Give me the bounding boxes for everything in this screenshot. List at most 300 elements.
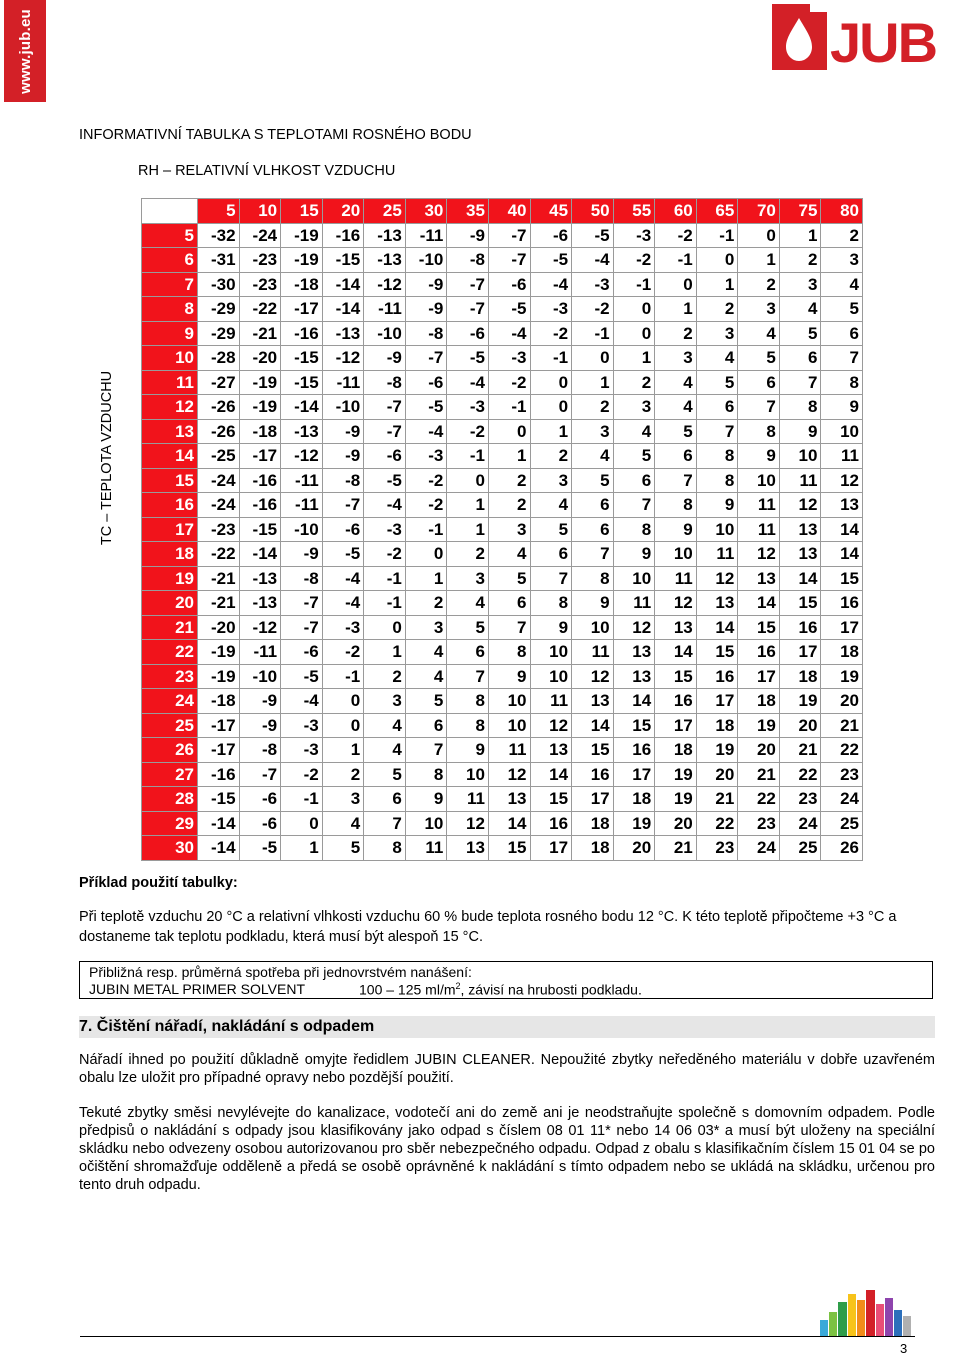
dew-point-cell: -13 xyxy=(364,223,406,248)
dew-point-cell: -15 xyxy=(239,517,281,542)
rh-header-cell: 10 xyxy=(239,199,281,224)
dew-point-cell: 9 xyxy=(488,664,530,689)
dew-point-cell: -10 xyxy=(364,321,406,346)
dew-point-cell: -24 xyxy=(198,468,240,493)
dew-point-cell: -14 xyxy=(198,836,240,861)
dew-point-cell: -7 xyxy=(364,419,406,444)
dew-point-cell: -1 xyxy=(655,248,697,273)
dew-point-cell: -9 xyxy=(322,419,364,444)
tc-header-cell: 5 xyxy=(142,223,198,248)
dew-point-cell: -18 xyxy=(239,419,281,444)
tc-header-cell: 19 xyxy=(142,566,198,591)
table-row xyxy=(142,321,863,346)
dew-point-cell: -4 xyxy=(322,566,364,591)
dew-point-cell: 8 xyxy=(530,591,572,616)
dew-point-cell: 10 xyxy=(655,542,697,567)
dew-point-cell: 16 xyxy=(738,640,780,665)
dew-point-cell: -4 xyxy=(322,591,364,616)
dew-point-cell: 8 xyxy=(364,836,406,861)
dew-point-cell: -24 xyxy=(198,493,240,518)
dew-point-cell: -2 xyxy=(405,493,447,518)
dew-point-cell: 5 xyxy=(322,836,364,861)
dew-point-cell: -3 xyxy=(447,395,489,420)
dew-point-cell: 4 xyxy=(364,738,406,763)
tc-header-cell: 26 xyxy=(142,738,198,763)
rh-header-cell: 20 xyxy=(322,199,364,224)
dew-point-cell: 4 xyxy=(322,811,364,836)
dew-point-cell: -5 xyxy=(572,223,614,248)
dew-point-cell: 1 xyxy=(364,640,406,665)
dew-point-cell: 5 xyxy=(738,346,780,371)
tc-header-cell: 23 xyxy=(142,664,198,689)
dew-point-cell: -5 xyxy=(322,542,364,567)
dew-point-cell: 14 xyxy=(613,689,655,714)
dew-point-cell: 10 xyxy=(447,762,489,787)
table-row xyxy=(142,787,863,812)
dew-point-cell: 17 xyxy=(655,713,697,738)
dew-point-cell: -10 xyxy=(239,664,281,689)
dew-point-cell: 3 xyxy=(613,395,655,420)
dew-point-cell: 7 xyxy=(364,811,406,836)
dew-point-cell: -17 xyxy=(281,297,323,322)
dew-point-cell: 9 xyxy=(447,738,489,763)
tc-header-cell: 8 xyxy=(142,297,198,322)
table-row xyxy=(142,664,863,689)
dew-point-cell: 15 xyxy=(572,738,614,763)
dew-point-cell: -6 xyxy=(281,640,323,665)
dew-point-cell: -4 xyxy=(447,370,489,395)
tc-header-cell: 16 xyxy=(142,493,198,518)
dew-point-cell: -7 xyxy=(322,493,364,518)
dew-point-cell: 13 xyxy=(779,542,821,567)
dew-point-cell: 3 xyxy=(738,297,780,322)
dew-point-cell: 0 xyxy=(696,248,738,273)
dew-point-cell: 9 xyxy=(530,615,572,640)
dew-point-cell: 10 xyxy=(530,664,572,689)
dew-point-cell: 0 xyxy=(281,811,323,836)
dew-point-cell: 0 xyxy=(530,395,572,420)
dew-point-cell: 13 xyxy=(779,517,821,542)
dew-point-cell: -12 xyxy=(364,272,406,297)
dew-point-cell: 6 xyxy=(738,370,780,395)
dew-point-cell: -7 xyxy=(281,591,323,616)
dew-point-cell: 19 xyxy=(738,713,780,738)
dew-point-cell: -9 xyxy=(447,223,489,248)
dew-point-cell: -20 xyxy=(239,346,281,371)
dew-point-cell: -1 xyxy=(530,346,572,371)
dew-point-cell: 6 xyxy=(572,517,614,542)
tc-header-cell: 28 xyxy=(142,787,198,812)
dew-point-cell: 18 xyxy=(779,664,821,689)
dew-point-cell: 5 xyxy=(447,615,489,640)
document-title: INFORMATIVNÍ TABULKA S TEPLOTAMI ROSNÉHO BODU xyxy=(79,127,472,143)
dew-point-cell: -1 xyxy=(364,566,406,591)
table-row xyxy=(142,370,863,395)
dew-point-cell: -27 xyxy=(198,370,240,395)
dew-point-cell: 5 xyxy=(779,321,821,346)
jub-logo xyxy=(772,4,937,74)
dew-point-cell: -16 xyxy=(322,223,364,248)
dew-point-cell: -4 xyxy=(572,248,614,273)
dew-point-cell: 18 xyxy=(821,640,863,665)
dew-point-cell: -11 xyxy=(281,468,323,493)
dew-point-cell: 12 xyxy=(488,762,530,787)
dew-point-cell: 2 xyxy=(821,223,863,248)
dew-point-cell: 3 xyxy=(821,248,863,273)
dew-point-cell: 9 xyxy=(779,419,821,444)
dew-point-cell: -3 xyxy=(488,346,530,371)
dew-point-cell: 17 xyxy=(530,836,572,861)
dew-point-cell: -13 xyxy=(322,321,364,346)
tc-header-cell: 14 xyxy=(142,444,198,469)
dew-point-cell: 19 xyxy=(613,811,655,836)
consumption-value-suffix: , závisí na hrubosti podkladu. xyxy=(460,981,642,998)
dew-point-cell: 13 xyxy=(447,836,489,861)
tc-header-cell: 29 xyxy=(142,811,198,836)
dew-point-cell: -2 xyxy=(447,419,489,444)
dew-point-cell: 6 xyxy=(488,591,530,616)
dew-point-cell: 17 xyxy=(696,689,738,714)
dew-point-cell: 3 xyxy=(488,517,530,542)
dew-point-cell: 12 xyxy=(447,811,489,836)
dew-point-cell: 1 xyxy=(447,493,489,518)
dew-point-cell: -6 xyxy=(447,321,489,346)
tc-axis-label: TC – TEPLOTA VZDUCHU xyxy=(99,370,115,545)
dew-point-cell: -9 xyxy=(364,346,406,371)
dew-point-cell: -14 xyxy=(322,297,364,322)
dew-point-cell: 14 xyxy=(738,591,780,616)
dew-point-cell: 20 xyxy=(696,762,738,787)
dew-point-cell: 4 xyxy=(530,493,572,518)
dew-point-cell: -5 xyxy=(405,395,447,420)
dew-point-cell: 7 xyxy=(405,738,447,763)
dew-point-cell: 0 xyxy=(447,468,489,493)
dew-point-cell: -23 xyxy=(239,272,281,297)
dew-point-cell: 10 xyxy=(779,444,821,469)
table-row xyxy=(142,615,863,640)
dew-point-cell: 16 xyxy=(572,762,614,787)
dew-point-cell: -20 xyxy=(198,615,240,640)
dew-point-cell: 12 xyxy=(655,591,697,616)
dew-point-cell: 14 xyxy=(572,713,614,738)
rh-header-cell: 70 xyxy=(738,199,780,224)
dew-point-cell: 2 xyxy=(405,591,447,616)
dew-point-cell: 18 xyxy=(572,836,614,861)
example-heading: Příklad použití tabulky: xyxy=(79,875,238,891)
dew-point-table xyxy=(141,198,863,861)
dew-point-cell: 12 xyxy=(530,713,572,738)
rh-header-cell: 25 xyxy=(364,199,406,224)
dew-point-cell: 1 xyxy=(447,517,489,542)
dew-point-cell: 2 xyxy=(488,493,530,518)
dew-point-cell: 11 xyxy=(738,517,780,542)
dew-point-cell: -17 xyxy=(198,738,240,763)
dew-point-cell: -21 xyxy=(239,321,281,346)
dew-point-cell: -23 xyxy=(239,248,281,273)
dew-point-cell: 22 xyxy=(696,811,738,836)
dew-point-cell: 8 xyxy=(488,640,530,665)
dew-point-cell: 7 xyxy=(655,468,697,493)
dew-point-cell: 16 xyxy=(530,811,572,836)
dew-point-cell: 16 xyxy=(821,591,863,616)
table-row xyxy=(142,297,863,322)
tc-header-cell: 9 xyxy=(142,321,198,346)
dew-point-cell: -10 xyxy=(322,395,364,420)
dew-point-cell: 1 xyxy=(779,223,821,248)
dew-point-cell: 4 xyxy=(779,297,821,322)
dew-point-cell: -21 xyxy=(198,591,240,616)
dew-point-cell: -29 xyxy=(198,297,240,322)
dew-point-cell: 26 xyxy=(821,836,863,861)
dew-point-cell: -22 xyxy=(198,542,240,567)
dew-point-cell: -4 xyxy=(530,272,572,297)
dew-point-cell: 1 xyxy=(488,444,530,469)
dew-point-cell: 16 xyxy=(655,689,697,714)
dew-point-cell: -2 xyxy=(655,223,697,248)
dew-point-cell: -17 xyxy=(239,444,281,469)
dew-point-cell: -3 xyxy=(281,713,323,738)
dew-point-cell: 2 xyxy=(530,444,572,469)
dew-point-cell: 10 xyxy=(488,689,530,714)
dew-point-cell: 8 xyxy=(738,419,780,444)
dew-point-cell: -13 xyxy=(239,591,281,616)
dew-point-cell: 2 xyxy=(364,664,406,689)
dew-point-cell: -8 xyxy=(322,468,364,493)
rh-header-cell: 75 xyxy=(779,199,821,224)
dew-point-cell: 24 xyxy=(738,836,780,861)
dew-point-cell: 21 xyxy=(738,762,780,787)
tc-header-cell: 20 xyxy=(142,591,198,616)
dew-point-cell: 11 xyxy=(447,787,489,812)
dew-point-cell: 14 xyxy=(821,542,863,567)
dew-point-cell: -8 xyxy=(364,370,406,395)
dew-point-cell: 4 xyxy=(447,591,489,616)
rh-header-cell: 50 xyxy=(572,199,614,224)
dew-point-cell: 17 xyxy=(738,664,780,689)
table-row xyxy=(142,272,863,297)
dew-point-cell: 12 xyxy=(779,493,821,518)
consumption-label: Přibližná resp. průměrná spotřeba při jednovrstvém nanášení: xyxy=(89,964,472,980)
dew-point-cell: 8 xyxy=(779,395,821,420)
dew-point-cell: 15 xyxy=(488,836,530,861)
dew-point-cell: 15 xyxy=(779,591,821,616)
dew-point-cell: 13 xyxy=(696,591,738,616)
dew-point-cell: 8 xyxy=(447,713,489,738)
dew-point-cell: 17 xyxy=(613,762,655,787)
table-row xyxy=(142,395,863,420)
dew-point-cell: 22 xyxy=(779,762,821,787)
dew-point-cell: 11 xyxy=(488,738,530,763)
dew-point-cell: -16 xyxy=(281,321,323,346)
table-row xyxy=(142,419,863,444)
dew-point-cell: -12 xyxy=(322,346,364,371)
consumption-product: JUBIN METAL PRIMER SOLVENT xyxy=(89,981,305,997)
tc-header-cell: 30 xyxy=(142,836,198,861)
dew-point-cell: -19 xyxy=(239,395,281,420)
dew-point-cell: 13 xyxy=(488,787,530,812)
dew-point-cell: -15 xyxy=(281,370,323,395)
dew-point-cell: -1 xyxy=(405,517,447,542)
dew-point-cell: -3 xyxy=(572,272,614,297)
dew-point-cell: 19 xyxy=(779,689,821,714)
dew-point-cell: -16 xyxy=(239,468,281,493)
dew-point-cell: 0 xyxy=(322,713,364,738)
dew-point-cell: -7 xyxy=(447,272,489,297)
dew-point-cell: 11 xyxy=(655,566,697,591)
dew-point-cell: -2 xyxy=(613,248,655,273)
dew-point-cell: 11 xyxy=(779,468,821,493)
dew-point-cell: 5 xyxy=(821,297,863,322)
rh-axis-label: RH – RELATIVNÍ VLHKOST VZDUCHU xyxy=(138,163,396,179)
dew-point-cell: 18 xyxy=(696,713,738,738)
dew-point-cell: 2 xyxy=(613,370,655,395)
dew-point-cell: -9 xyxy=(281,542,323,567)
dew-point-cell: -1 xyxy=(322,664,364,689)
dew-point-cell: 7 xyxy=(530,566,572,591)
page-number: 3 xyxy=(900,1341,908,1356)
dew-point-cell: 9 xyxy=(738,444,780,469)
dew-point-cell: 4 xyxy=(655,395,697,420)
dew-point-cell: 13 xyxy=(613,664,655,689)
dew-point-cell: 7 xyxy=(821,346,863,371)
dew-point-cell: 5 xyxy=(572,468,614,493)
dew-point-cell: 4 xyxy=(405,640,447,665)
dew-point-cell: 23 xyxy=(779,787,821,812)
dew-point-cell: -3 xyxy=(530,297,572,322)
dew-point-cell: 0 xyxy=(405,542,447,567)
table-row xyxy=(142,542,863,567)
dew-point-cell: 15 xyxy=(821,566,863,591)
dew-point-cell: -10 xyxy=(405,248,447,273)
dew-point-cell: 17 xyxy=(821,615,863,640)
dew-point-cell: 8 xyxy=(696,468,738,493)
dew-point-cell: 16 xyxy=(696,664,738,689)
website-tab xyxy=(4,0,46,102)
table-row xyxy=(142,223,863,248)
dew-point-cell: -26 xyxy=(198,395,240,420)
dew-point-cell: 4 xyxy=(364,713,406,738)
dew-point-cell: 9 xyxy=(572,591,614,616)
rh-header-cell: 35 xyxy=(447,199,489,224)
dew-point-cell: 4 xyxy=(696,346,738,371)
dew-point-cell: 20 xyxy=(655,811,697,836)
rh-header-cell: 65 xyxy=(696,199,738,224)
dew-point-cell: -14 xyxy=(239,542,281,567)
dew-point-cell: 8 xyxy=(696,444,738,469)
dew-point-cell: -14 xyxy=(281,395,323,420)
dew-point-cell: 0 xyxy=(738,223,780,248)
dew-point-cell: -5 xyxy=(364,468,406,493)
dew-point-cell: -8 xyxy=(405,321,447,346)
dew-point-cell: -17 xyxy=(198,713,240,738)
dew-point-cell: 13 xyxy=(530,738,572,763)
dew-point-cell: 12 xyxy=(738,542,780,567)
dew-point-cell: 17 xyxy=(779,640,821,665)
dew-point-cell: -2 xyxy=(488,370,530,395)
dew-point-cell: 3 xyxy=(696,321,738,346)
dew-point-cell: 8 xyxy=(613,517,655,542)
dew-point-cell: 10 xyxy=(613,566,655,591)
dew-point-cell: 18 xyxy=(613,787,655,812)
dew-point-cell: 20 xyxy=(821,689,863,714)
dew-point-cell: -4 xyxy=(364,493,406,518)
dew-point-cell: 6 xyxy=(405,713,447,738)
dew-point-cell: -28 xyxy=(198,346,240,371)
dew-point-cell: 21 xyxy=(821,713,863,738)
dew-point-cell: -16 xyxy=(198,762,240,787)
dew-point-cell: 2 xyxy=(696,297,738,322)
dew-point-cell: 11 xyxy=(821,444,863,469)
rh-header-row xyxy=(142,199,863,224)
dew-point-cell: -1 xyxy=(696,223,738,248)
section-heading-band xyxy=(79,1016,935,1038)
dew-point-cell: 7 xyxy=(488,615,530,640)
waste-paragraph: Tekuté zbytky směsi nevylévejte do kanalizace, vodotečí ani do země ani je neodstraňujte společně s domovním odpadem. Podle předpisů o nakládání s odpady jsou klasifikovány jako odpad s číslem 08 01 11* nebo 14 06 03* a musí být uloženy na speciální skládku nebo odvezeny osobou autorizovanou pro sběr nebezpečného odpadu. Odpad z obalu s klasifikačním číslem 15 01 04 se po očištění shromažďuje odděleně a předá se osobě oprávněné k nakládání s tímto odpadem nebo se ukládá na skládku, určenou pro tento druh odpadu. xyxy=(79,1105,935,1193)
table-row xyxy=(142,566,863,591)
dew-point-cell: -3 xyxy=(364,517,406,542)
dew-point-cell: 8 xyxy=(447,689,489,714)
tc-header-cell: 17 xyxy=(142,517,198,542)
table-row xyxy=(142,346,863,371)
dew-point-cell: 1 xyxy=(322,738,364,763)
dew-point-cell: -19 xyxy=(198,664,240,689)
dew-point-cell: 10 xyxy=(405,811,447,836)
dew-point-cell: -9 xyxy=(405,297,447,322)
dew-point-cell: 3 xyxy=(447,566,489,591)
rh-header-cell: 55 xyxy=(613,199,655,224)
logo-text: JUB xyxy=(830,11,937,74)
dew-point-cell: 4 xyxy=(488,542,530,567)
dew-point-cell: -1 xyxy=(572,321,614,346)
dew-point-cell: 20 xyxy=(613,836,655,861)
dew-point-cell: 18 xyxy=(655,738,697,763)
table-row xyxy=(142,591,863,616)
dew-point-cell: 21 xyxy=(696,787,738,812)
dew-point-cell: 24 xyxy=(779,811,821,836)
dew-point-cell: 2 xyxy=(447,542,489,567)
dew-point-cell: 12 xyxy=(821,468,863,493)
dew-point-cell: -7 xyxy=(364,395,406,420)
dew-point-cell: 23 xyxy=(821,762,863,787)
dew-point-cell: 23 xyxy=(696,836,738,861)
dew-point-cell: 18 xyxy=(738,689,780,714)
dew-point-cell: 1 xyxy=(530,419,572,444)
dew-point-cell: 6 xyxy=(447,640,489,665)
dew-point-cell: 14 xyxy=(488,811,530,836)
tc-header-cell: 13 xyxy=(142,419,198,444)
dew-point-cell: -5 xyxy=(239,836,281,861)
dew-point-cell: 9 xyxy=(613,542,655,567)
dew-point-cell: 0 xyxy=(322,689,364,714)
dew-point-cell: 8 xyxy=(405,762,447,787)
dew-point-cell: 13 xyxy=(613,640,655,665)
dew-point-cell: -19 xyxy=(281,248,323,273)
dew-point-cell: 22 xyxy=(738,787,780,812)
dew-point-cell: 2 xyxy=(779,248,821,273)
dew-point-cell: -2 xyxy=(405,468,447,493)
dew-point-cell: -3 xyxy=(322,615,364,640)
tc-header-cell: 25 xyxy=(142,713,198,738)
dew-point-cell: -6 xyxy=(239,811,281,836)
dew-point-cell: 14 xyxy=(821,517,863,542)
dew-point-cell: -9 xyxy=(239,689,281,714)
dew-point-cell: -9 xyxy=(239,713,281,738)
dew-point-cell: 12 xyxy=(696,566,738,591)
dew-point-cell: 7 xyxy=(738,395,780,420)
dew-point-cell: 1 xyxy=(405,566,447,591)
dew-point-cell: -11 xyxy=(281,493,323,518)
dew-point-cell: 23 xyxy=(738,811,780,836)
